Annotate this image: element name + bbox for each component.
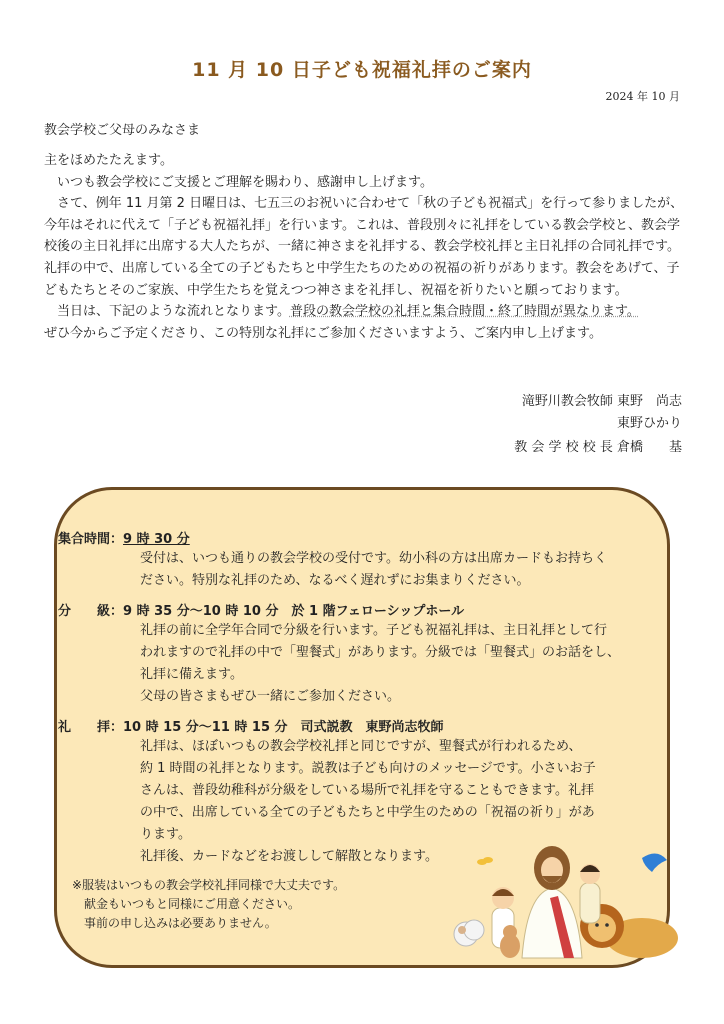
worship-line: 約 1 時間の礼拝となります。説教は子ども向けのメッセージです。小さいお子 xyxy=(140,761,596,776)
gather-line: ださい。特別な礼拝のため、なるべく遅れずにお集まりください。 xyxy=(140,573,530,588)
class-line: 父母の皆さまもぜひ一緒にご参加ください。 xyxy=(140,689,401,704)
worship-line: 礼拝後、カードなどをお渡しして解散となります。 xyxy=(140,849,438,864)
signature-principal: 教 会 学 校 校 長 倉橋 基 xyxy=(514,440,682,455)
class-line: 礼拝に備えます。 xyxy=(140,667,243,682)
greeting: 主をほめたたえます。 xyxy=(44,153,173,168)
time-notice: 普段の教会学校の礼拝と集合時間・終了時間が異なります。 xyxy=(289,304,640,320)
note-registration: 事前の申し込みは必要ありません。 xyxy=(84,916,277,930)
signature-pastor-2: 東野ひかり xyxy=(616,416,682,431)
paragraph-thanks: いつも教会学校にご支援とご理解を賜わり、感謝申し上げます。 xyxy=(57,174,433,190)
page-title: 11 月 10 日子ども祝福礼拝のご案内 xyxy=(192,59,532,81)
gather-label: 集合時間： xyxy=(58,532,124,547)
class-line: 礼拝の前に全学年合同で分級を行います。子ども祝福礼拝は、主日礼拝として行 xyxy=(140,623,607,638)
note-offering: 献金もいつもと同様にご用意ください。 xyxy=(84,897,301,911)
sheep-icon xyxy=(454,920,484,946)
letter-date: 2024 年 10 月 xyxy=(605,90,680,103)
signature-pastor: 滝野川教会牧師 東野 尚志 xyxy=(521,394,682,409)
flow-intro: 当日は、下記のような流れとなります。 xyxy=(57,304,290,320)
paragraph-main: さて、例年 11 月第 2 日曜日は、七五三のお祝いに合わせて「秋の子ども祝福式」を行って参りましたが、今年はそれに代えて「子ども祝福礼拝」を行います。これは、普段別々に礼拝をしている教会学校と、教会学校後の主日礼拝に出席する大人たちが、一緒に神さまを礼拝する、教会学校礼拝と主日礼拝の合同礼拝です。礼拝の中で、出席している全ての子どもたちと中学生たちのための祝福の祈りがあります。教会をあげて、子どもたちとそのご家族、中学生たちを覚えつつ神さまを礼拝し、祝福を祈りたいと願っております。 xyxy=(44,196,684,298)
class-label: 分 級： xyxy=(58,604,124,619)
child-right-icon xyxy=(580,864,600,923)
worship-line: 礼拝は、ほぼいつもの教会学校礼拝と同じですが、聖餐式が行われるため、 xyxy=(140,739,582,754)
class-time: 9 時 35 分～10 時 10 分 於 1 階フェローシップホール xyxy=(123,604,465,619)
worship-label: 礼 拝： xyxy=(58,720,124,735)
jesus-children-illustration xyxy=(452,838,682,968)
butterfly-icon xyxy=(477,857,493,865)
class-row xyxy=(58,600,464,619)
worship-line: さんは、普段幼稚科が分級をしている場所で礼拝を守ることもできます。礼拝 xyxy=(140,783,594,798)
note-dress: ※服装はいつもの教会学校礼拝同様で大丈夫です。 xyxy=(72,878,346,892)
gather-description xyxy=(140,548,665,592)
addressee: 教会学校ご父母のみなさま xyxy=(44,123,201,138)
worship-line: の中で、出席している全ての子どもたちと中学生のための「祝福の祈り」があ xyxy=(140,805,595,820)
worship-line: ります。 xyxy=(140,827,191,842)
bird-icon xyxy=(642,853,667,872)
notes xyxy=(72,876,345,933)
worship-time: 10 時 15 分～11 時 15 分 司式説教 東野尚志牧師 xyxy=(123,720,444,735)
gather-time: 9 時 30 分 xyxy=(123,532,190,547)
paragraph-flow xyxy=(44,301,684,323)
paragraph-closing: ぜひ今からご予定くださり、この特別な礼拝にご参加くださいますよう、ご案内申し上げます。 xyxy=(44,325,602,341)
jesus-figure-icon xyxy=(522,846,582,958)
gather-row xyxy=(58,528,190,547)
gather-line: 受付は、いつも通りの教会学校の受付です。幼小科の方は出席カードもお持ちく xyxy=(140,551,607,566)
letter-body xyxy=(44,150,684,344)
class-description xyxy=(140,620,665,708)
class-line: われますので礼拝の中で「聖餐式」があります。分級では「聖餐式」のお話をし、 xyxy=(140,645,620,660)
worship-row xyxy=(58,716,444,735)
